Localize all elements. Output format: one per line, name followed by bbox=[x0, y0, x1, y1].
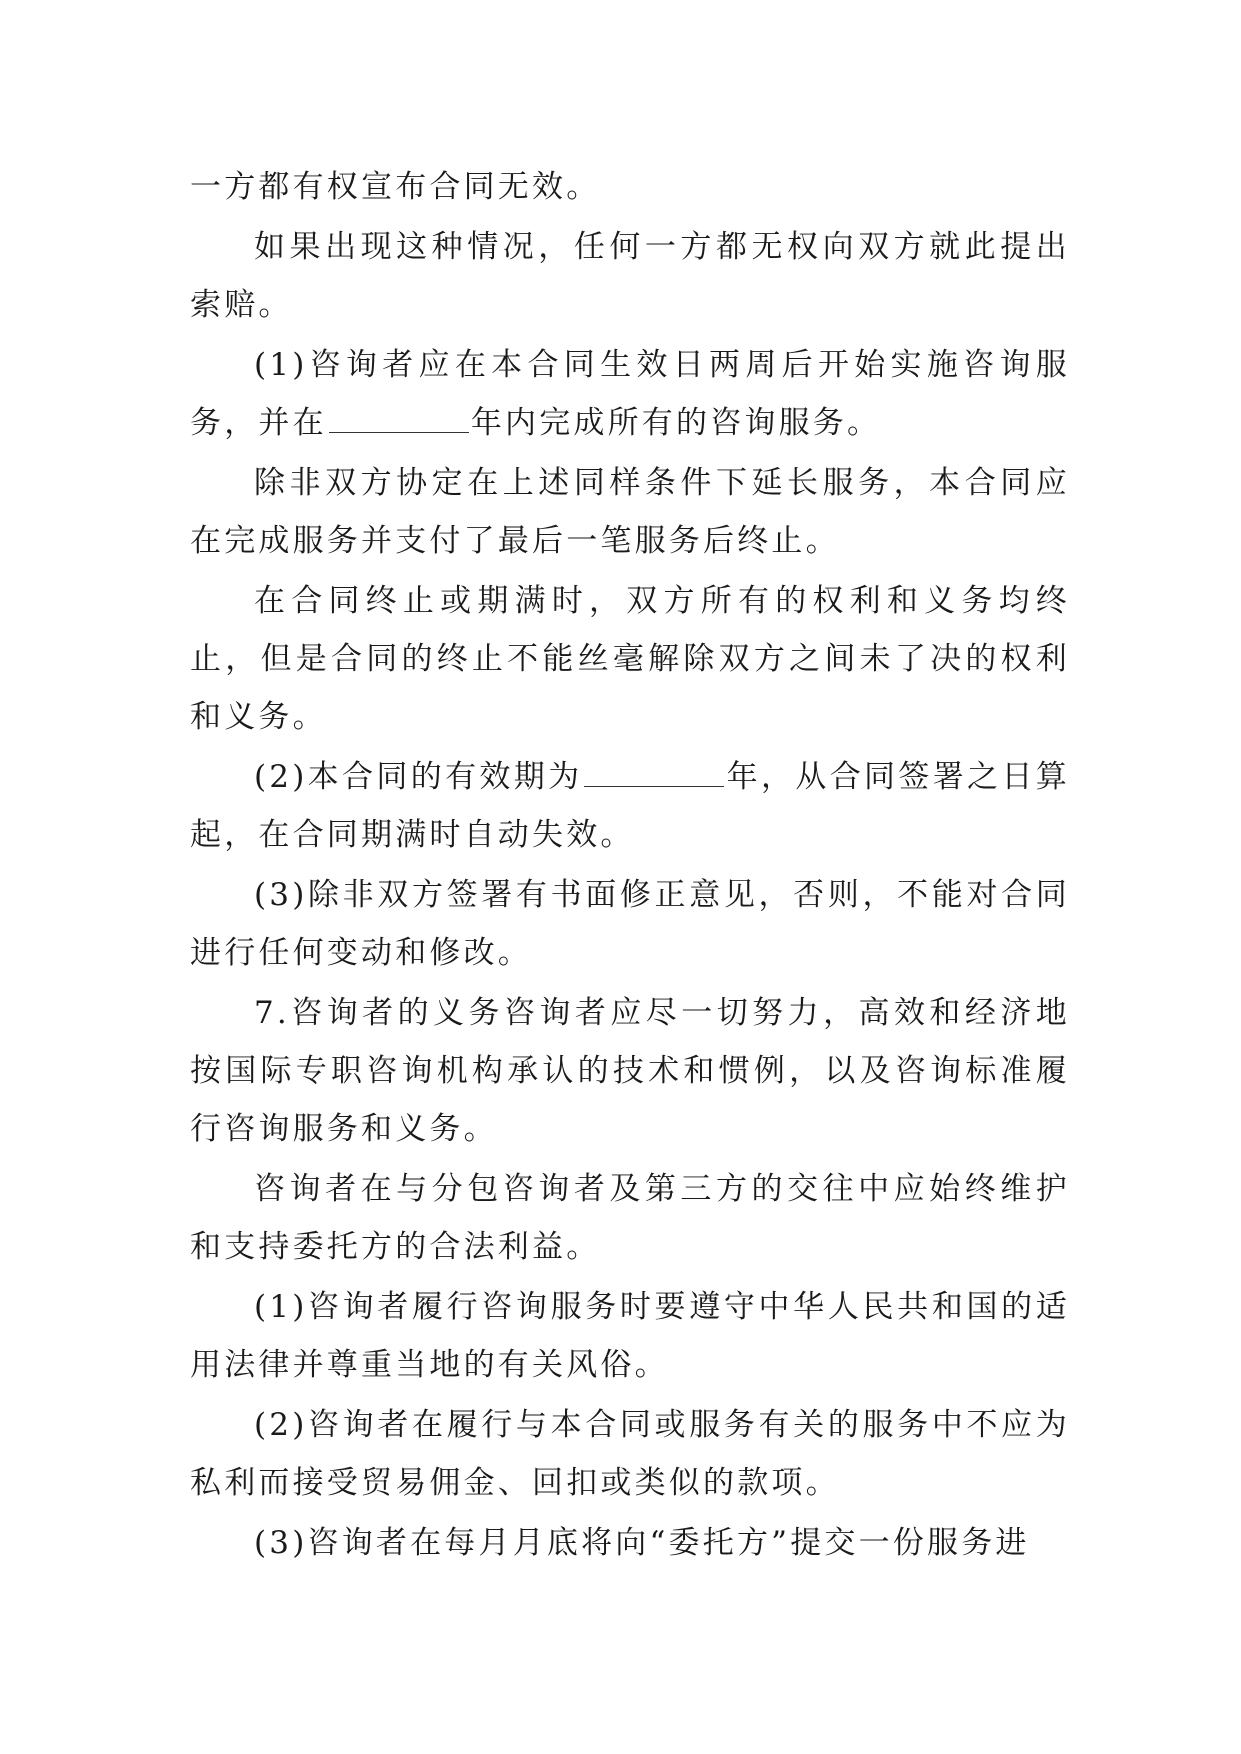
paragraph-text: 如果出现这种情况，任何一方都无权向双方就此提出索赔。 bbox=[190, 229, 1070, 323]
paragraph bbox=[190, 866, 1070, 982]
paragraph-text: (2)咨询者在履行与本合同或服务有关的服务中不应为私利而接受贸易佣金、回扣或类似的款项。 bbox=[190, 1407, 1070, 1501]
paragraph-with-blank bbox=[190, 336, 1070, 452]
paragraph bbox=[190, 572, 1070, 746]
document-body bbox=[190, 158, 1070, 1574]
paragraph bbox=[190, 984, 1070, 1158]
paragraph bbox=[190, 454, 1070, 570]
paragraph bbox=[190, 1278, 1070, 1394]
paragraph-text: 除非双方协定在上述同样条件下延长服务，本合同应在完成服务并支付了最后一笔服务后终止。 bbox=[190, 465, 1070, 559]
paragraph-with-blank bbox=[190, 748, 1070, 864]
paragraph-text: 咨询者在与分包咨询者及第三方的交往中应始终维护和支持委托方的合法利益。 bbox=[190, 1171, 1070, 1265]
paragraph-text: (1)咨询者履行咨询服务时要遵守中华人民共和国的适用法律并尊重当地的有关风俗。 bbox=[190, 1289, 1070, 1383]
paragraph-text: (3)除非双方签署有书面修正意见，否则，不能对合同进行任何变动和修改。 bbox=[190, 877, 1070, 971]
paragraph bbox=[190, 1160, 1070, 1276]
fill-in-blank-years bbox=[329, 402, 469, 433]
paragraph-text: 7.咨询者的义务咨询者应尽一切努力，高效和经济地按国际专职咨询机构承认的技术和惯例，以及咨询标准履行咨询服务和义务。 bbox=[190, 995, 1070, 1147]
paragraph bbox=[190, 1514, 1070, 1572]
paragraph-text-before: (2)本合同的有效期为 bbox=[254, 759, 583, 795]
paragraph bbox=[190, 158, 1070, 216]
paragraph-text-after: 年内完成所有的咨询服务。 bbox=[470, 405, 882, 441]
paragraph-text: 一方都有权宣布合同无效。 bbox=[190, 169, 601, 205]
paragraph-text: 在合同终止或期满时，双方所有的权利和义务均终止，但是合同的终止不能丝毫解除双方之间未了决的权利和义务。 bbox=[190, 583, 1070, 735]
fill-in-blank-validity-years bbox=[584, 756, 724, 787]
paragraph-text-after: 年，从合同签署之日算起，在合同期满时自动失效。 bbox=[190, 759, 1070, 853]
paragraph-text: (3)咨询者在每月月底将向“委托方”提交一份服务进 bbox=[254, 1525, 1030, 1561]
paragraph bbox=[190, 1396, 1070, 1512]
paragraph bbox=[190, 218, 1070, 334]
paragraph-text-before: (1)咨询者应在本合同生效日两周后开始实施咨询服务，并在 bbox=[190, 347, 1070, 441]
